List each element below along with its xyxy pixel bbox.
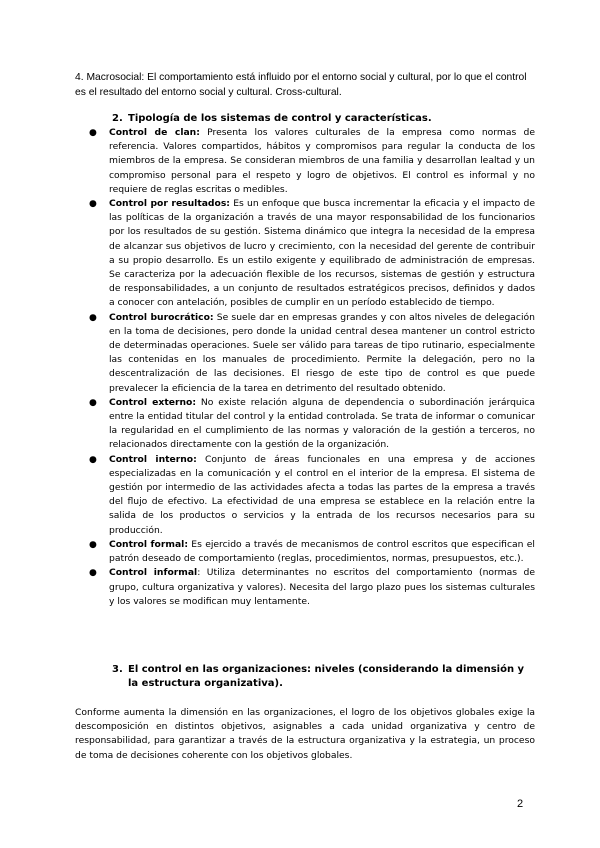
term-description: Es un enfoque que busca incrementar la eficacia y el impacto de las políticas de la organización a través de una mayor responsabilidad de los funcionarios por los resultados de su gestión. Sistema dinámico que integra la necesidad de la empresa de alcanzar sus objetivos de lucro y crecimiento, con la necesidad del gerente de contribuir a su propio desarrollo. Es un estilo exigente y equilibrado de administración de empresas. Se caracteriza por la adecuación flexible de los recursos, sistemas de gestión y estructura de responsabilidades, a un conjunto de resultados estratégicos precisos, definidos y dados a conocer con antelación, posibles de cumplir en un período establecido de tiempo. [109,198,536,309]
section-2-heading [112,112,532,126]
term-label: Control de clan: [109,127,200,138]
bullet-icon: ● [89,568,97,579]
term-description: : Utiliza determinantes no escritos del comportamiento (normas de grupo, cultura organizativa y valores). Necesita del largo plazo pues los sistemas culturales y los valores se modifican muy lentamente. [109,567,535,607]
bullet-icon: ● [89,128,97,138]
bullet-icon: ● [89,454,97,465]
list-item-interno [89,453,535,538]
term-label: Control por resultados: [109,198,230,210]
list-item-informal [89,566,535,609]
term-description: No existe relación alguna de dependencia o subordinación jerárquica entre la entidad titular del control y la entidad controlada. Se trata de informar o comunicar la regularidad en el cumplimiento de las normas y valoración de la gestión a terceros, no relacionados directamente con la gestión de la organización. [109,396,535,451]
section-3-number: 3. [112,664,123,675]
term-label: Control informal [109,567,198,579]
term-label: Control burocrático: [109,311,214,323]
control-types-list [89,126,535,609]
term-label: Control interno: [109,453,197,465]
closing-paragraph: Conforme aumenta la dimensión en las organizaciones, el logro de los objetivos globales exige la descomposición en distintos objetivos, asignables a cada unidad organizativa y centro de responsabilidad, para garantizar a través de la estructura organizativa y la estrategia, un proceso de toma de decisiones coherente con los objetivos globales. [75,707,535,761]
list-item-externo [89,396,535,453]
bullet-icon: ● [89,397,97,408]
term-description: Es ejercido a través de mecanismos de control escritos que especifican el patrón deseado de comportamiento (reglas, procedimientos, normas, presupuestos, etc.). [109,538,535,565]
section-2-number: 2. [112,113,123,124]
bullet-icon: ● [89,539,97,550]
section-3-title-line1: El control en las organizaciones: niveles (considerando la dimensión y [128,664,525,675]
intro-paragraph: 4. Macrosocial: El comportamiento está influido por el entorno social y cultural, por lo que el control es el resultado del entorno social y cultural. Cross-cultural. [75,72,527,98]
term-label: Control formal: [109,538,188,550]
list-item-resultados [89,197,535,311]
term-label: Control externo: [109,396,196,408]
term-description: Presenta los valores culturales de la empresa como normas de referencia. Valores compartidos, hábitos y compromisos para regular la conducta de los miembros de la empresa. Se consideran miembros de una familia y desarrollan lealtad y un compromiso personal para el respeto y logro de objetivos. El control es informal y no requiere de reglas escritas o medibles. [109,127,535,195]
bullet-icon: ● [89,312,97,323]
bullet-icon: ● [89,199,97,210]
section-3-title-line2: la estructura organizativa). [128,678,283,689]
list-item-burocratico [89,311,535,396]
term-description: Conjunto de áreas funcionales en una empresa y de acciones especializadas en la comunicación y el control en el interior de la empresa. El sistema de gestión por intermedio de las actividades afecta a todas las partes de la empresa a través del flujo de efectivo. La efectividad de una empresa se establece en la relación entre la salida de los productos o servicios y la entrada de los recursos necesarios para su producción. [109,453,535,536]
section-2-title: Tipología de los sistemas de control y características. [128,113,432,124]
list-item-formal [89,538,535,566]
list-item-clan [89,126,535,197]
term-description: Se suele dar en empresas grandes y con altos niveles de delegación en la toma de decisiones, pero donde la unidad central desea mantener un control estricto de determinadas operaciones. Suele ser válido para tareas de tipo rutinario, especialmente las contenidas en los manuales de procedimiento. Permite la delegación, pero no la descentralización de las decisiones. El riesgo de este tipo de control es que puede prevalecer la eficiencia de la tarea en detrimento del resultado obtenido. [109,311,535,394]
page-number: 2 [517,798,524,810]
section-3-heading [112,663,532,691]
